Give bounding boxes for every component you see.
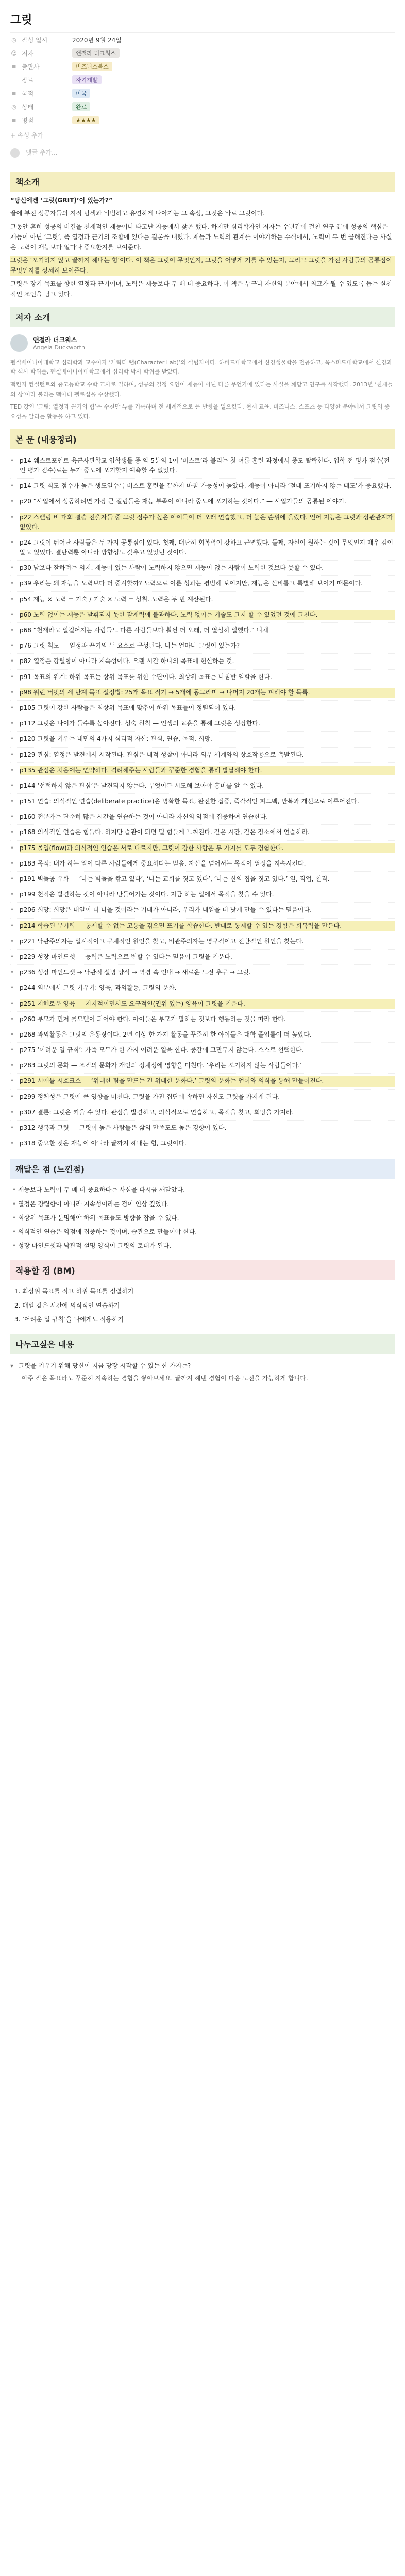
bullet-icon: •: [10, 735, 14, 743]
list-item: [10, 856, 395, 872]
intro-paragraph: 그동안 흔히 성공의 비결을 천재적인 재능이나 타고난 지능에서 찾곤 했다. 하지만 심리학자인 저자는 수년간에 걸친 연구 끝에 성공의 핵심은 재능이 아닌 ‘그릿’, 즉 열정과 끈기의 조합에 있다는 결론을 내렸다. 재능과 노력의 관계를 이야기하는 수식에서, 노력이 두 번 곱해진다는 사실은 노력이 재능보다 얼마나 중요한지를 보여준다.: [10, 223, 392, 251]
highlight-text: p199 천직은 발견하는 것이 아니라 만들어가는 것이다. 지금 하는 일에서 목적을 찾을 수 있다.: [20, 891, 274, 899]
bullet-icon: •: [10, 704, 14, 711]
circle-icon: ◎: [11, 103, 16, 110]
triangle-right-icon: ▾: [10, 1362, 14, 1369]
page-title[interactable]: 그릿: [10, 14, 32, 27]
property-key: [10, 116, 72, 125]
comment-placeholder: 댓글 추가...: [25, 149, 58, 156]
bullet-icon: •: [10, 1077, 14, 1085]
list-item: [10, 638, 395, 654]
property-value[interactable]: [72, 116, 102, 124]
property-tag: 2020년 9월 24일: [72, 36, 122, 44]
section-heading-content: 본 문 (내용정리): [10, 429, 395, 449]
highlight-text: p91 목표의 위계: 하위 목표는 상위 목표를 위한 수단이다. 최상위 목표는 나침반 역할을 한다.: [20, 673, 272, 681]
highlight-text: p229 성장 마인드셋 — 능력은 노력으로 변할 수 있다는 믿음이 그릿을 키운다.: [20, 953, 232, 960]
property-tag: 미국: [72, 89, 90, 98]
property-key-label: 출판사: [22, 63, 40, 71]
bullet-icon: •: [10, 498, 14, 505]
property-row[interactable]: [10, 46, 395, 60]
bullet-icon: •: [10, 513, 14, 521]
highlight-text: p275 ‘어려운 일 규칙’: 가족 모두가 한 가지 어려운 일을 한다. 중간에 그만두지 않는다. 스스로 선택한다.: [20, 1046, 304, 1054]
property-key-label: 장르: [22, 76, 34, 84]
bullet-icon: •: [10, 1046, 14, 1054]
list-item: [10, 1012, 395, 1027]
clock-icon: ◷: [11, 36, 16, 43]
highlight-text: p20 “사업에서 성공하려면 가장 큰 걸림돌은 재능 부족이 아니라 중도에 포기하는 것이다.” — 사업가들의 공통된 이야기.: [20, 498, 346, 505]
avatar: [10, 148, 20, 158]
author-bio: TED 강연 ‘그릿: 열정과 끈기의 힘’은 수천만 뷰를 기록하며 전 세계적으로 큰 반향을 일으켰다. 현재 교육, 비즈니스, 스포츠 등 다양한 분야에서 그릿의 중요성을 알리는 활동을 하고 있다.: [10, 403, 390, 420]
list-item: 1. 최상위 목표를 적고 하위 목표를 정렬하기: [14, 1287, 134, 1295]
list-item: • 성장 마인드셋과 낙관적 설명 양식이 그릿의 토대가 된다.: [12, 1239, 395, 1253]
list-item: • 의식적인 연습은 약점에 집중하는 것이며, 습관으로 만들어야 한다.: [12, 1225, 395, 1239]
property-value[interactable]: [72, 36, 122, 44]
list-item: [10, 903, 395, 918]
highlight-text: p206 희망: 희망은 내일이 더 나을 것이라는 기대가 아니라, 우리가 내일을 더 낫게 만들 수 있다는 믿음이다.: [20, 906, 312, 914]
bullet-icon: •: [10, 456, 14, 464]
list-item: [10, 1121, 395, 1136]
bullet-icon: •: [10, 642, 14, 650]
highlight-text: p68 “천재라고 일컬어지는 사람들도 다른 사람들보다 훨씬 더 오래, 더 열심히 일했다.” 니체: [20, 626, 268, 634]
highlight-text: p168 의식적인 연습은 힘들다. 하지만 습관이 되면 덜 힘들게 느껴진다. 같은 시간, 같은 장소에서 연습하라.: [20, 828, 310, 836]
list-item: [10, 623, 395, 638]
list-item: [10, 670, 395, 685]
property-row[interactable]: [10, 113, 395, 127]
list-item: [10, 1058, 395, 1074]
list-item: [10, 996, 395, 1012]
list-item: [10, 980, 395, 996]
list-item: [10, 732, 395, 747]
property-key: [10, 49, 72, 58]
bullet-icon: •: [10, 673, 14, 681]
property-row[interactable]: [10, 73, 395, 87]
list-item: 3. ‘어려운 일 규칙’을 나에게도 적용하기: [14, 1315, 124, 1323]
property-value[interactable]: [72, 48, 122, 58]
bullet-icon: •: [10, 859, 14, 867]
property-key-label: 국적: [22, 90, 34, 97]
intro-quote: “당신에겐 ‘그릿(GRIT)’이 있는가?”: [10, 196, 113, 204]
property-key-label: 상태: [22, 103, 34, 111]
highlight-text: p112 그릿은 나이가 들수록 높아진다. 성숙 원칙 — 인생의 교훈을 통해 그릿은 성장한다.: [20, 720, 260, 727]
highlight-text: p183 목적: 내가 하는 일이 다른 사람들에게 중요하다는 믿음. 자신을 넘어서는 목적이 열정을 지속시킨다.: [20, 859, 306, 867]
author-subtitle: Angela Duckworth: [33, 344, 85, 351]
list-item: [10, 592, 395, 607]
list-item: [10, 841, 395, 856]
highlight-text: p191 벽돌공 우화 — ‘나는 벽돌을 쌓고 있다’, ‘나는 교회를 짓고 있다’, ‘나는 신의 집을 짓고 있다.’ 일, 직업, 천직.: [20, 875, 330, 883]
bullet-icon: •: [10, 688, 14, 696]
list-item: • 재능보다 노력이 두 배 더 중요하다는 사실을 다시금 깨달았다.: [12, 1183, 395, 1197]
list-icon: ≡: [11, 116, 16, 124]
highlight-text: p39 우리는 왜 재능을 노력보다 더 중시할까? 노력으로 이룬 성과는 평범해 보이지만, 재능은 신비롭고 특별해 보이기 때문이다.: [20, 580, 363, 587]
intro-block: [10, 196, 395, 300]
highlight-text: p244 외부에서 그릿 키우기: 양육, 과외활동, 그릿의 문화.: [20, 984, 177, 992]
author-name: 앤절라 더크워스: [33, 336, 77, 344]
highlight-text: p299 정체성은 그릿에 큰 영향을 미친다. 그릿을 가진 집단에 속하면 자신도 그릿을 가지게 된다.: [20, 1093, 280, 1100]
list-item: [10, 510, 395, 535]
list-item: [10, 950, 395, 965]
list-item: [10, 654, 395, 669]
bullet-icon: •: [10, 813, 14, 821]
list-item: [10, 561, 395, 576]
list-item: [10, 1136, 395, 1151]
highlight-text: p60 노력 없이는 재능은 발휘되지 못한 잠재력에 불과하다. 노력 없이는 기술도 그저 할 수 있었던 것에 그친다.: [20, 610, 395, 620]
property-tag: 비즈니스북스: [72, 62, 112, 71]
bullet-icon: •: [10, 969, 14, 976]
highlight-text: p30 남보다 잘하려는 의지. 재능이 있는 사람이 노력하지 않으면 재능이 없는 사람이 노력한 것보다 못할 수 있다.: [20, 564, 324, 572]
highlight-text: p318 중요한 것은 재능이 아니라 끝까지 해내는 힘, 그릿이다.: [20, 1140, 187, 1147]
property-row[interactable]: [10, 87, 395, 100]
highlight-text: p214 학습된 무기력 — 통제할 수 없는 고통을 겪으면 포기를 학습한다. 반대로 통제할 수 있는 경험은 회복력을 만든다.: [20, 921, 395, 931]
list-item: [10, 872, 395, 887]
list-item: [10, 794, 395, 809]
realization-list: [10, 1183, 395, 1253]
bullet-icon: •: [10, 766, 14, 774]
list-item: [10, 1043, 395, 1058]
property-value[interactable]: [72, 102, 92, 111]
highlight-text: p307 결론: 그릿은 키울 수 있다. 관심을 발견하고, 의식적으로 연습하고, 목적을 찾고, 희망을 가져라.: [20, 1108, 294, 1116]
bullet-icon: •: [10, 891, 14, 899]
property-key: [10, 62, 72, 71]
list-item: [10, 479, 395, 494]
highlight-text: p120 그릿을 키우는 내면의 4가지 심리적 자산: 관심, 연습, 목적, 희망.: [20, 735, 212, 743]
bullet-icon: •: [10, 984, 14, 992]
list-item: [10, 1074, 395, 1089]
list-item: [10, 748, 395, 763]
section-heading-applications: 적용할 점 (BM): [10, 1260, 395, 1280]
highlight-text: p22 스펠링 비 대회 결승 진출자들 중 그릿 점수가 높은 아이들이 더 오래 연습했고, 더 높은 순위에 올랐다. 언어 지능은 그릿과 상관관계가 없었다.: [20, 513, 395, 532]
sharing-toggle[interactable]: [10, 1358, 395, 1373]
intro-paragraph: 그릿은 장기 목표를 향한 열정과 끈기이며, 노력은 재능보다 두 배 더 중요하다. 이 책은 누구나 자신의 분야에서 최고가 될 수 있도록 돕는 실천적인 조언을 담고 있다.: [10, 280, 392, 298]
list-item: [10, 778, 395, 794]
list-item: [10, 919, 395, 934]
highlight-text: p251 지혜로운 양육 — 지지적이면서도 요구적인(권위 있는) 양육이 그릿을 키운다.: [20, 999, 395, 1009]
highlight-text: p98 워런 버핏의 세 단계 목표 설정법: 25개 목표 적기 → 5개에 동그라미 → 나머지 20개는 피해야 할 목록.: [20, 688, 395, 698]
list-icon: ≡: [11, 63, 16, 70]
property-key-label: 저자: [22, 49, 34, 57]
sharing-question: 그릿을 키우기 위해 당신이 지금 당장 시작할 수 있는 한 가지는?: [18, 1362, 191, 1369]
list-item: [10, 685, 395, 701]
list-item: [10, 576, 395, 591]
property-key: [10, 76, 72, 84]
bullet-icon: •: [10, 1015, 14, 1023]
bullet-icon: •: [10, 580, 14, 587]
list-icon: ≡: [11, 90, 16, 97]
list-item: [10, 763, 395, 778]
property-key: [10, 36, 72, 44]
author-avatar: [10, 334, 28, 352]
section-heading-sharing: 나누고싶은 내용: [10, 1334, 395, 1354]
highlight-text: p260 부모가 먼저 롤모델이 되어야 한다. 아이들은 부모가 말하는 것보다 행동하는 것을 따라 한다.: [20, 1015, 286, 1023]
bullet-icon: •: [10, 906, 14, 914]
bullet-icon: •: [10, 922, 14, 929]
list-item: 2. 매일 같은 시간에 의식적인 연습하기: [14, 1301, 120, 1309]
property-tag: 자기계발: [72, 75, 102, 84]
highlight-text: p76 그릿 척도 — 열정과 끈기의 두 요소로 구성된다. 나는 얼마나 그릿이 있는가?: [20, 642, 240, 650]
list-icon: ≡: [11, 76, 16, 83]
highlight-text: p14 그릿 척도 점수가 높은 생도일수록 비스트 훈련을 끝까지 마칠 가능성이 높았다. 재능이 아니라 ‘절대 포기하지 않는 태도’가 중요했다.: [20, 482, 392, 490]
intro-paragraph: 끝에 부진 성공자들의 지적 탐색과 비범하고 유연하게 나아가는 그 속성, 그것은 바로 그릿이다.: [10, 210, 265, 217]
bullet-icon: •: [10, 828, 14, 836]
section-heading-realizations: 깨달은 점 (느낀점): [10, 1159, 395, 1179]
property-tag: 앤절라 더크워스: [72, 48, 120, 58]
list-item: [10, 1105, 395, 1121]
highlight-text: p291 시애틀 시호크스 — ‘위대한 팀을 만드는 건 위대한 문화다.’ 그릿의 문화는 언어와 의식을 통해 만들어진다.: [20, 1076, 395, 1086]
list-item: [10, 701, 395, 716]
bullet-icon: •: [10, 626, 14, 634]
highlight-text: p236 성장 마인드셋 → 낙관적 설명 양식 → 역경 속 인내 → 새로운 도전 추구 → 그릿.: [20, 969, 251, 976]
bullet-icon: •: [10, 953, 14, 960]
highlight-text: p221 낙관주의자는 일시적이고 구체적인 원인을 찾고, 비관주의자는 영구적이고 전반적인 원인을 찾는다.: [20, 937, 304, 945]
bullet-icon: •: [10, 1093, 14, 1100]
bullet-icon: •: [10, 1108, 14, 1116]
highlight-text: p175 몰입(flow)과 의식적인 연습은 서로 다르지만, 그릿이 강한 사람은 두 가지를 모두 경험한다.: [20, 843, 395, 853]
highlight-text: p24 그릿이 뛰어난 사람들은 두 가지 공통점이 있다. 첫째, 대단히 회복력이 강하고 근면했다. 둘째, 자신이 원하는 것이 무엇인지 매우 깊이 알고 있었다. 결단력뿐 아니라 방향성도 갖추고 있었던 것이다.: [20, 538, 393, 556]
list-item: [10, 607, 395, 623]
list-item: [10, 1090, 395, 1105]
sharing-answer: 아주 작은 목표라도 꾸준히 지속하는 경험을 쌓아보세요. 끝까지 해낸 경험이 다음 도전을 가능하게 합니다.: [22, 1374, 308, 1382]
property-row[interactable]: [10, 100, 395, 113]
property-value[interactable]: [72, 62, 114, 71]
author-bio: 펜실베이니아대학교 심리학과 교수이자 ‘캐릭터 랩(Character Lab)’의 설립자이다. 하버드대학교에서 신경생물학을 전공하고, 옥스퍼드대학교에서 신경과학 석사 학위를, 펜실베이니아대학교에서 심리학 박사 학위를 받았다.: [10, 359, 392, 376]
property-value[interactable]: [72, 89, 92, 98]
person-icon: ☺: [11, 49, 17, 57]
list-item: [10, 809, 395, 825]
highlight-text: p268 과외활동은 그릿의 운동장이다. 2년 이상 한 가지 활동을 꾸준히 한 아이들은 대학 졸업률이 더 높았다.: [20, 1030, 312, 1038]
bullet-icon: •: [10, 798, 14, 805]
bullet-icon: •: [10, 782, 14, 789]
list-item: [10, 716, 395, 732]
highlight-text: p135 관심은 처음에는 연약하다. 격려해주는 사람들과 꾸준한 경험을 통해 발달해야 한다.: [20, 766, 395, 775]
application-list: [10, 1284, 395, 1327]
bullet-icon: •: [10, 1030, 14, 1038]
bullet-icon: •: [10, 538, 14, 546]
highlight-text: p82 열정은 강렬함이 아니라 지속성이다. 오랜 시간 하나의 목표에 헌신하는 것.: [20, 657, 234, 665]
bullet-icon: •: [10, 1062, 14, 1070]
comment-input[interactable]: [10, 144, 395, 164]
highlight-text: p129 관심: 열정은 발견에서 시작된다. 관심은 내적 성찰이 아니라 외부 세계와의 상호작용으로 촉발된다.: [20, 751, 304, 758]
list-item: [10, 934, 395, 950]
property-key: [10, 103, 72, 111]
bullet-icon: •: [10, 999, 14, 1007]
list-item: [10, 965, 395, 980]
bullet-icon: •: [10, 1140, 14, 1147]
highlight-text: p105 그릿이 강한 사람들은 최상위 목표에 맞추어 하위 목표들이 정렬되어 있다.: [20, 704, 237, 711]
property-key-label: 작성 일시: [22, 36, 48, 44]
highlight-text: p151 연습: 의식적인 연습(deliberate practice)은 명확한 목표, 완전한 집중, 즉각적인 피드백, 반복과 개선으로 이루어진다.: [20, 798, 359, 805]
add-property-button[interactable]: + 속성 추가: [10, 132, 44, 139]
list-item: [10, 825, 395, 840]
bullet-icon: •: [10, 564, 14, 572]
list-item: • 최상위 목표가 분명해야 하위 목표들도 방향을 잡을 수 있다.: [12, 1211, 395, 1225]
section-heading-author: 저자 소개: [10, 307, 395, 327]
bullet-icon: •: [10, 751, 14, 758]
property-key-label: 평점: [22, 116, 34, 124]
highlight-text: p160 전문가는 단순히 많은 시간을 연습하는 것이 아니라 자신의 약점에 집중하여 연습한다.: [20, 813, 268, 821]
bullet-icon: •: [10, 611, 14, 618]
highlight-text: p14 웨스트포인트 육군사관학교 입학생들 중 약 5분의 1이 ‘비스트’라 불리는 첫 여름 훈련 과정에서 중도 탈락한다. 입학 전 평가 점수(전인 평가 점수)로는 누가 중도에 포기할지 예측할 수 없었다.: [20, 456, 390, 474]
highlight-text: p312 행복과 그릿 — 그릿이 높은 사람들은 삶의 만족도도 높은 경향이 있다.: [20, 1124, 227, 1132]
bullet-icon: •: [10, 482, 14, 490]
highlight-text: p144 ‘선택하지 않은 관심’은 발견되지 않는다. 무엇이든 시도해 보아야 흥미를 알 수 있다.: [20, 782, 264, 789]
property-row[interactable]: [10, 33, 395, 46]
property-value[interactable]: [72, 75, 104, 84]
list-item: • 열정은 강렬함이 아니라 지속성이라는 점이 인상 깊었다.: [12, 1197, 395, 1211]
property-key: [10, 89, 72, 98]
bullet-icon: •: [10, 720, 14, 727]
property-row[interactable]: [10, 60, 395, 73]
list-item: [10, 887, 395, 903]
property-tag: ★★★★: [72, 116, 99, 124]
bullet-icon: •: [10, 1124, 14, 1132]
author-card: [10, 331, 395, 355]
properties-panel: [10, 32, 395, 127]
list-item: [10, 453, 395, 479]
author-bio: 맥킨지 컨설턴트와 중고등학교 수학 교사로 일하며, 성공의 결정 요인이 재능이 아닌 다른 무언가에 있다는 사실을 깨닫고 연구를 시작했다. 2013년 ‘천재들의 상’이라 불리는 맥아더 펠로십을 수상했다.: [10, 381, 393, 398]
bullet-icon: •: [10, 657, 14, 665]
intro-paragraph: 그릿은 ‘포기하지 않고 끝까지 해내는 힘’이다. 이 책은 그릿이 무엇인지, 그릿을 어떻게 기를 수 있는지, 그리고 그릿을 가진 사람들의 공통점이 무엇인지를 상세히 보여준다.: [10, 256, 395, 276]
section-heading-intro: 책소개: [10, 172, 395, 192]
bullet-icon: •: [10, 595, 14, 603]
highlight-text: p54 재능 × 노력 = 기술 / 기술 × 노력 = 성취. 노력은 두 번 계산된다.: [20, 595, 213, 603]
bullet-icon: •: [10, 875, 14, 883]
bullet-icon: •: [10, 844, 14, 852]
highlight-text: p283 그릿의 문화 — 조직의 문화가 개인의 정체성에 영향을 미친다. ‘우리는 포기하지 않는 사람들이다.’: [20, 1062, 302, 1070]
list-item: [10, 535, 395, 561]
bullet-icon: •: [10, 937, 14, 945]
property-tag: 완료: [72, 102, 90, 111]
list-item: [10, 1027, 395, 1043]
list-item: [10, 494, 395, 510]
highlight-list: [10, 453, 395, 1152]
